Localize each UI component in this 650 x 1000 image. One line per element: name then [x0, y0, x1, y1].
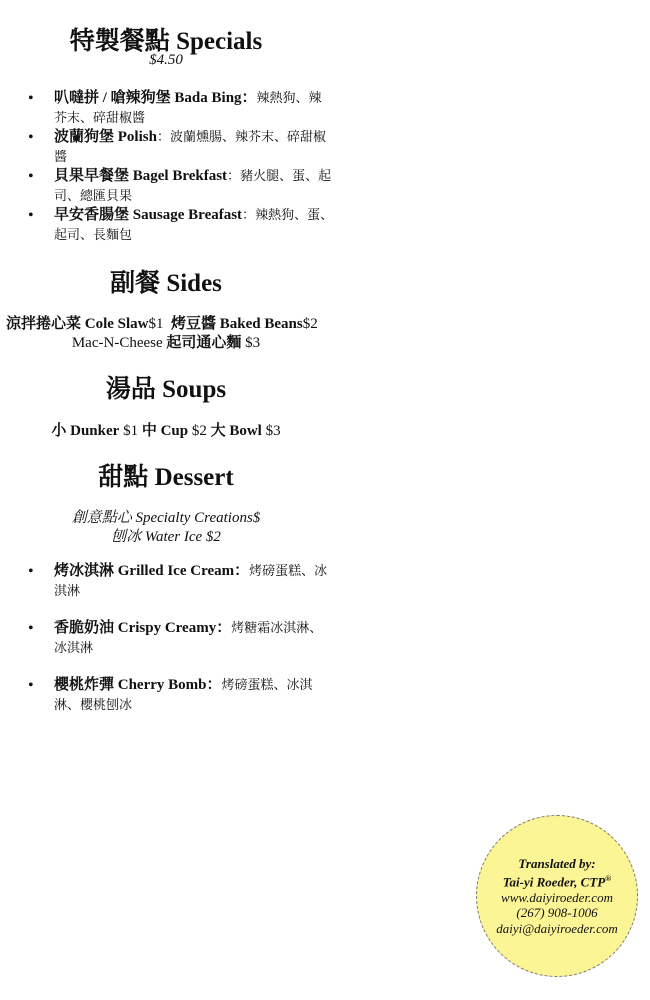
dessert-specialty-line: 創意點心 Specialty Creations$ [71, 510, 261, 526]
soups-heading-zh: 湯品 [105, 376, 156, 403]
item-name: 香脆奶油 Crispy Creamy [54, 620, 217, 636]
soup-bowl-price: $3 [265, 423, 281, 439]
translator-name: Tai-yi Roeder, CTP [502, 874, 606, 890]
list-item [0, 619, 340, 658]
mac-name-zh: 起司通心麵 [166, 335, 242, 351]
item-description: 辣熱狗、蛋、起司、長麵包 [54, 208, 334, 243]
translator-phone: (267) 908-1006 [516, 905, 598, 921]
baked-beans-name: 烤豆醬 Baked Beans [171, 316, 303, 332]
list-item [0, 206, 340, 245]
soup-small-name: 小 Dunker [51, 423, 120, 439]
translator-name-line [503, 871, 611, 890]
sides-heading-zh: 副餐 [110, 270, 161, 297]
specials-heading-en: Specials [176, 28, 263, 55]
cole-slaw-name: 涼拌捲心菜 Cole Slaw [6, 316, 149, 332]
translator-website: www.daiyiroeder.com [501, 889, 613, 905]
specials-price: $4.50 [149, 52, 183, 68]
item-description: 烤磅蛋糕、冰淇淋 [54, 564, 328, 599]
baked-beans-price: $2 [302, 316, 318, 332]
dessert-heading-en: Dessert [154, 464, 234, 491]
item-name: 叭噠拼 / 嗆辣狗堡 Bada Bing [54, 90, 242, 106]
item-separator: ： [156, 130, 170, 145]
sides-line-1 [6, 312, 318, 333]
soups-heading [0, 369, 332, 405]
sides-heading-en: Sides [166, 270, 222, 297]
sides-heading [0, 263, 332, 299]
specials-heading-zh: 特製餐點 [69, 28, 170, 55]
list-item [0, 562, 340, 601]
soups-heading-en: Soups [162, 376, 227, 403]
item-name: 波蘭狗堡 Polish [54, 129, 157, 145]
soup-cup-price: $2 [191, 423, 207, 439]
mac-name-en: Mac-N-Cheese [71, 335, 163, 351]
sides-line-2 [0, 331, 332, 352]
dessert-heading-zh: 甜點 [98, 464, 149, 491]
mac-price: $3 [245, 335, 261, 351]
item-description: 烤糖霜冰淇淋、冰淇淋 [54, 621, 323, 656]
list-item [0, 128, 340, 167]
item-separator: ： [241, 90, 257, 106]
soup-small-price: $1 [123, 423, 139, 439]
item-separator: ： [227, 169, 241, 184]
dessert-heading [0, 457, 332, 493]
soups-line [0, 419, 332, 440]
specials-list [0, 89, 340, 245]
item-separator: ： [206, 677, 222, 693]
soup-cup-name: 中 Cup [141, 423, 189, 439]
registered-mark: ® [605, 874, 612, 884]
item-name: 貝果早餐堡 Bagel Brekfast [54, 168, 228, 184]
item-description: 辣熱狗、辣芥末、碎甜椒醬 [54, 91, 322, 126]
translator-badge [476, 815, 638, 977]
translator-email: daiyi@daiyiroeder.com [496, 920, 618, 936]
item-name: 櫻桃炸彈 Cherry Bomb [54, 677, 207, 693]
soup-bowl-name: 大 Bowl [210, 423, 262, 439]
translated-by-label: Translated by: [518, 855, 596, 871]
item-separator: ： [242, 208, 256, 223]
item-description: 波蘭燻腸、辣芥末、碎甜椒醬 [54, 130, 326, 165]
item-name: 烤冰淇淋 Grilled Ice Cream [54, 563, 235, 579]
list-item [0, 676, 340, 715]
dessert-water-ice-line: 刨冰 Water Ice $2 [111, 529, 221, 545]
item-description: 豬火腿、蛋、起司、總匯貝果 [54, 169, 332, 204]
list-item [0, 89, 340, 128]
item-separator: ： [216, 620, 232, 636]
item-name: 早安香腸堡 Sausage Breafast [54, 207, 243, 223]
dessert-list [0, 562, 340, 715]
item-description: 烤磅蛋糕、冰淇淋、櫻桃刨冰 [54, 678, 313, 713]
cole-slaw-price: $1 [148, 316, 164, 332]
list-item [0, 167, 340, 206]
item-separator: ： [234, 563, 250, 579]
